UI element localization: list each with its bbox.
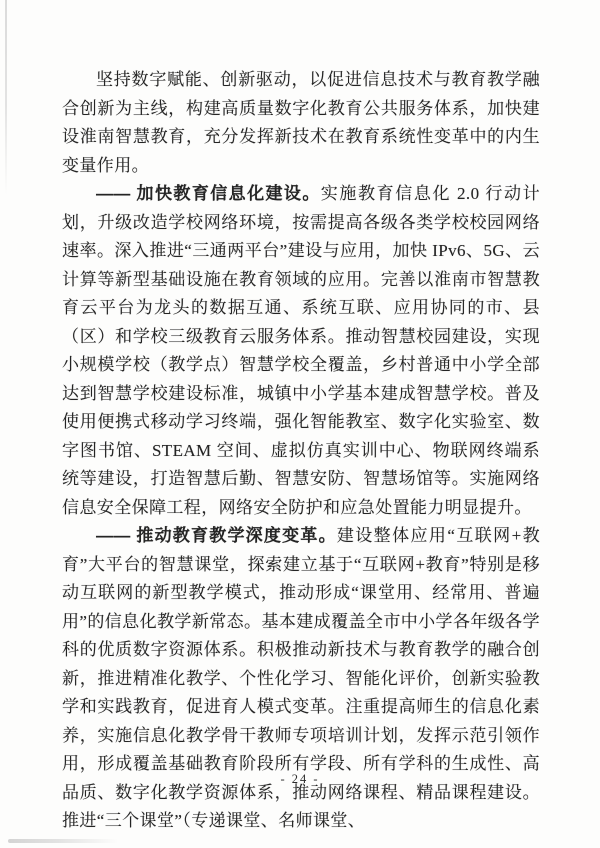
paragraph-body: 建设整体应用“互联网+教育”大平台的智慧课堂，探索建立基于“互联网+教育”特别是移动互联网的新型教学模式，推动形成“课堂用、经常用、普遍用”的信息化教学新常态。基本建成覆盖全市中小学各年级各学科的优质数字资源体系。积极推动新技术与教育教学的融合创新，推进精准化教学、个性化学习、智能化评价，创新实验教学和实践教育，促进育人模式变革。注重提高师生的信息化素养，实施信息化教学骨干教师专项培训计划，发挥示范引领作用，形成覆盖基础教育阶段所有学段、所有学科的生成性、高品质、数字化教学资源体系，推动网络课程、精品课程建设。推进“三个课堂”（专递课堂、名师课堂、 (62, 526, 540, 830)
body-text (62, 66, 540, 836)
paragraph-body: 坚持数字赋能、创新驱动，以促进信息技术与教育教学融合创新为主线，构建高质量数字化教育公共服务体系，加快建设淮南智慧教育，充分发挥新技术在教育系统性变革中的内生变量作用。 (62, 70, 540, 175)
scan-line-artifact (5, 0, 7, 195)
paragraph-informatization (62, 180, 540, 522)
paragraph-intro (62, 66, 540, 180)
paragraph-lead: —— 加快教育信息化建设。 (96, 184, 321, 203)
page-number: - 24 - (280, 772, 320, 786)
scan-smudge-artifact (8, 839, 118, 843)
paragraph-body: 实施教育信息化 2.0 行动计划，升级改造学校网络环境，按需提高各级各类学校校园网络速率。深入推进“三通两平台”建设与应用，加快 IPv6、5G、云计算等新型基础设施在教育领域的应用。完善以淮南市智慧教育云平台为龙头的数据互通、系统互联、应用协同的市、县（区）和学校三级教育云服务体系。推动智慧校园建设，实现小规模学校（教学点）智慧学校全覆盖，乡村普通中小学全部达到智慧学校建设标准，城镇中小学基本建成智慧学校。普及使用便携式移动学习终端，强化智能教室、数字化实验室、数字图书馆、STEAM 空间、虚拟仿真实训中心、物联网终端系统等建设，打造智慧后勤、智慧安防、智慧场馆等。实施网络信息安全保障工程，网络安全防护和应急处置能力明显提升。 (62, 184, 541, 517)
paragraph-teaching-reform (62, 522, 540, 836)
paragraph-lead: —— 推动教育教学深度变革。 (96, 526, 337, 545)
